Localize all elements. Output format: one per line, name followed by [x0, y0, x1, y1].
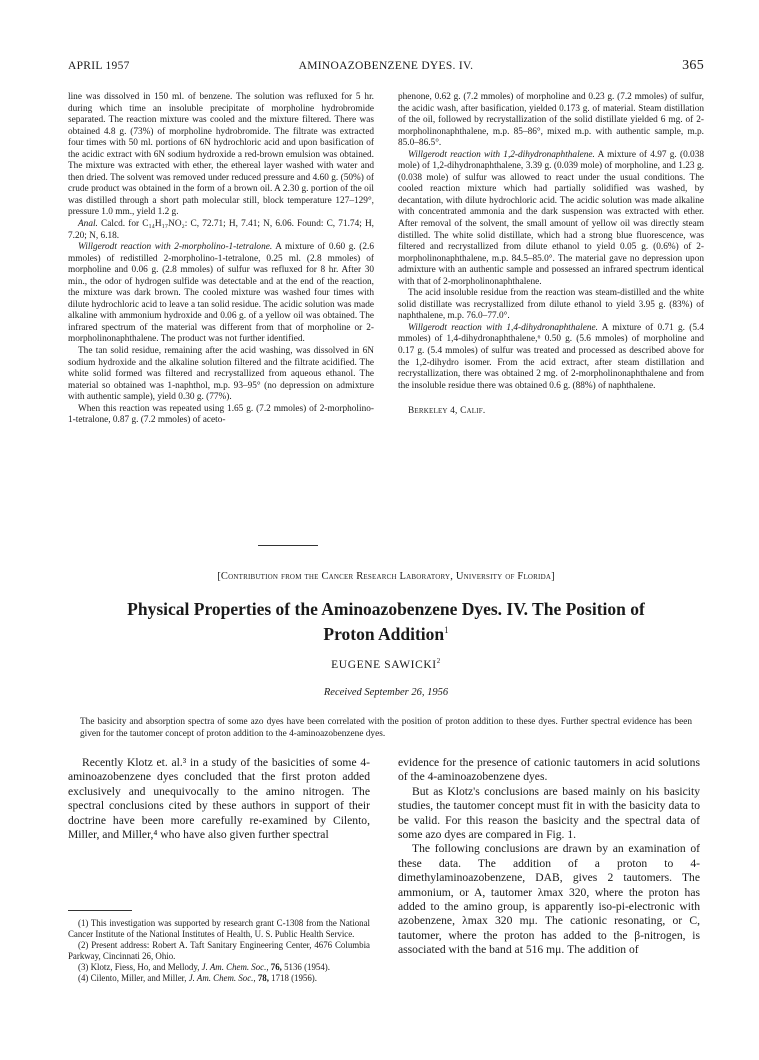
- paragraph: phenone, 0.62 g. (7.2 mmoles) of morpholine and 0.23 g. (7.2 mmoles) of sulfur, the acidic wash, after basification, yielded 0.173 g. of material. Steam distillation of the oil, followed by recrystallization of the solid distillate yielded 6 mg. of 2-morpholinonaphthalene, m.p. 85–86°, mixed m.p. with authentic sample, m.p. 85.0–86.5°.: [398, 92, 704, 149]
- paragraph: evidence for the presence of cationic tautomers in acid solutions of the 4-aminoazobenzene dyes.: [398, 756, 700, 784]
- paragraph-willgerodt-12: [398, 150, 704, 289]
- footnote: (1) This investigation was supported by research grant C-1308 from the National Cancer Institute of the National Institutes of Health, U. S. Public Health Service.: [68, 918, 370, 939]
- abstract: [80, 716, 692, 740]
- paragraph-text: A mixture of 0.71 g. (5.4 mmoles) of 1,4-dihydronaphthalene,⁶ 0.50 g. (5.6 mmoles) of morpholine and 0.17 g. (5.4 mmoles) of sulfur was treated and processed as described above for the 1,2-dihydro isomer. From the acid extract, after steam distillation and recrystallization, there was obtained 2 mg. of 2-morpholinonaphthalene and from the insoluble residue there was obtained 0.6 g. (88%) of naphthalene.: [398, 322, 704, 391]
- paragraph-text: Calcd. for C₁₄H₁₇NO₂: C, 72.71; H, 7.41; N, 6.06. Found: C, 71.74; H, 7.20; N, 6.18.: [68, 219, 374, 241]
- author-name: EUGENE SAWICKI: [331, 658, 437, 671]
- paragraph-willgerodt-14: [398, 323, 704, 392]
- run-in-label: Willgerodt reaction with 2-morpholino-1-tetralone.: [78, 242, 273, 253]
- contribution-line: [Contribution from the Cancer Research Laboratory, University of Florida]: [217, 571, 555, 582]
- title-line-2: Proton Addition$^1$: [323, 623, 449, 644]
- run-in-label: Willgerodt reaction with 1,4-dihydronaphthalene.: [408, 322, 598, 333]
- author: [68, 657, 704, 671]
- paragraph-text: A mixture of 0.60 g. (2.6 mmoles) of redistilled 2-morpholino-1-tetralone, 0.25 ml. (2.8 mmoles) of morpholine and 0.06 g. (2.8 mmoles) of sulfur was refluxed for 8 hr. After 30 min., the odor of hydrogen sulfide was detectable and at the end of the reaction, the mixture was dark brown. The cooled mixture was washed four times with dilute hydrochloric acid to leave a tan solid residue. The acidic solution was made alkaline with ammonium hydroxide and 0.06 g. of a yellow oil was obtained. The infrared spectrum of the material was different from that of morpholine or 2-morpholinonaphthalene. The product was not further identified.: [68, 242, 374, 345]
- page-number: 365: [682, 58, 704, 73]
- volume: 76,: [268, 962, 282, 972]
- body-column-right: [398, 756, 700, 958]
- paragraph-willgerodt-tetralone: [68, 242, 374, 346]
- running-header: [68, 60, 704, 76]
- run-in-label: Willgerodt reaction with 1,2-dihydronaphthalene.: [408, 149, 595, 160]
- paragraph-text: A mixture of 4.97 g. (0.038 mole) of 1,2-dihydronaphthalene, 3.39 g. (0.039 mole) of morpholine, and 1.23 g. (0.038 mole) of sulfur was allowed to react under the usual conditions. The cooled reaction mixture which had partially solidified was washed, by decantation, with dilute hydrochloric acid. The acidic solution was made alkaline with concentrated ammonia and the dark suspension was extracted with ether. After removal of the solvent, the small amount of yellow oil was directly steam distilled. The white solid distillate, which had a strong blue fluorescence, was filtered and recrystallized from dilute ethanol to yield 0.05 g. (0.6%) of 2-morpholinonaphthalene, m.p. 84.5–85.0°. The material gave no depression upon admixture with an authentic sample and possessed an infrared spectrum identical with that of 2-morpholinonaphthalene.: [398, 149, 704, 287]
- footnote-divider: [68, 910, 132, 911]
- paragraph: line was dissolved in 150 ml. of benzene. The solution was refluxed for 5 hr. during which time an insoluble precipitate of morpholine hydrobromide separated. The reaction mixture was cooled and the mixture filtered. There was obtained 4.8 g. (73%) of morpholine hydrobromide. The filtrate was extracted four times with 50 ml. portions of 6N hydrochloric acid and upon basification of the acidic extract with 6N sodium hydroxide a red-brown emulsion was obtained. The mixture was extracted with ether, the ethereal layer washed with water and then dried. The solvent was removed under reduced pressure and 4.60 g. (50%) of crude product was obtained in the form of a brown oil. A 2.30 g. portion of the oil was distilled through a short path molecular still, block temperature 127–129°, pressure 1.0 mm., yield 1.2 g.: [68, 92, 374, 218]
- run-in-label: Anal.: [78, 219, 98, 230]
- header-title: AMINOAZOBENZENE DYES. IV.: [298, 60, 474, 72]
- paragraph: The following conclusions are drawn by an examination of these data. The addition of a proton to 4-dimethylaminoazobenzene, DAB, gives 2 tautomers. The ammonium, or A, tautomer λmax 320, where the proton has added to the amino group, is apparently iso-pi-electronic with azobenzene, λmax 320 mμ. The cationic resonating, or C, tautomer, where the proton has added to the β-nitrogen, is associated with the band at 516 mμ. The addition of: [398, 842, 700, 957]
- abstract-text: The basicity and absorption spectra of some azo dyes have been correlated with the position of proton addition to these dyes. Further spectral evidence has been given for the tautomer concept of proton addition to the 4-aminoazobenzene dyes.: [80, 717, 692, 739]
- header-date: APRIL 1957: [68, 60, 130, 72]
- body-column-left: [68, 756, 370, 842]
- footnote: (2) Present address: Robert A. Taft Sanitary Engineering Center, 4676 Columbia Parkway, Cincinnati 26, Ohio.: [68, 940, 370, 961]
- paragraph: But as Klotz's conclusions are based mainly on his basicity studies, the tautomer concept must fit in with the basicity data to be valid. For this reason the basicity and the spectral data of some azo dyes are compared in Fig. 1.: [398, 784, 700, 842]
- title-line-1: Physical Properties of the Aminoazobenzene Dyes. IV. The Position of: [127, 599, 645, 619]
- paragraph: Recently Klotz et. al.³ in a study of the basicities of some 4-aminoazobenzene dyes concluded that the first proton added exclusively and unequivocally to the amino nitrogen. The spectral conclusions cited by these authors in support of their doctrine have been more carefully re-examined by Cilento, Miller, and Miller,⁴ who have also given further spectral: [68, 756, 370, 842]
- journal-name: J. Am. Chem. Soc.,: [188, 973, 256, 983]
- footnote-mark: 1: [444, 625, 449, 635]
- section-divider: [258, 545, 318, 546]
- paragraph-analysis: [68, 219, 374, 242]
- article-title: [68, 599, 704, 645]
- volume: 78,: [255, 973, 269, 983]
- footnote: (3) Klotz, Fiess, Ho, and Mellody, J. Am. Chem. Soc., 76, 5136 (1954).: [78, 962, 330, 972]
- experimental-column-left: [68, 92, 374, 427]
- footnote: (4) Cilento, Miller, and Miller, J. Am. Chem. Soc., 78, 1718 (1956).: [78, 973, 317, 983]
- paragraph: When this reaction was repeated using 1.65 g. (7.2 mmoles) of 2-morpholino-1-tetralone, 0.87 g. (7.2 mmoles) of aceto-: [68, 403, 374, 426]
- received-date: Received September 26, 1956: [323, 687, 449, 698]
- footnotes: [68, 918, 370, 984]
- signature-location: Berkeley 4, Calif.: [408, 406, 486, 417]
- journal-name: J. Am. Chem. Soc.,: [201, 962, 269, 972]
- experimental-column-right: [398, 92, 704, 418]
- footnote-mark: 2: [436, 657, 441, 665]
- paragraph: The acid insoluble residue from the reaction was steam-distilled and the white solid distillate was recrystallized from dilute ethanol to yield 3.95 g. (83%) of naphthalene, m.p. 76.0–77.0°.: [398, 288, 704, 322]
- paragraph: The tan solid residue, remaining after the acid washing, was dissolved in 6N sodium hydroxide and the alkaline solution filtered and the filtrate acidified. The white solid formed was filtered and recrystallized from aqueous ethanol. The material so obtained was 1-naphthol, m.p. 93–95° (no depression on admixture with authentic sample), yield 0.30 g. (77%).: [68, 346, 374, 403]
